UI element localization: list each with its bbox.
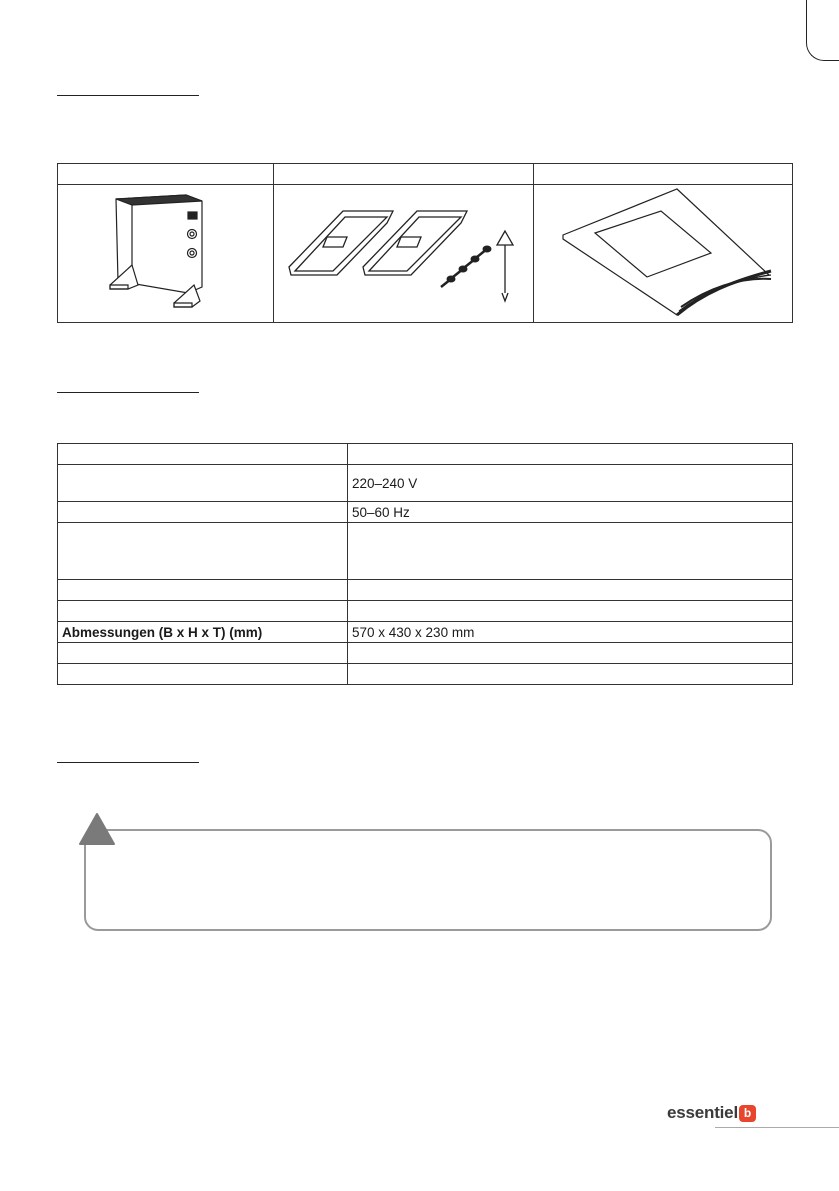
footer-rule <box>715 1127 839 1128</box>
brand-logo <box>667 1103 756 1123</box>
feet-and-screws-illustration <box>274 185 533 323</box>
spec-label <box>58 580 348 601</box>
section-heading-underline <box>57 762 199 763</box>
spec-value <box>348 643 793 664</box>
spec-value <box>348 523 793 580</box>
page-tab-marker <box>806 0 839 61</box>
spec-label <box>58 664 348 685</box>
contents-header-feet <box>274 164 533 185</box>
spec-value-frequency: 50–60 Hz <box>348 502 793 523</box>
spec-label <box>58 601 348 622</box>
user-manual-illustration <box>533 185 792 323</box>
brand-wordmark: essentiel <box>667 1103 738 1122</box>
brand-badge-icon: b <box>739 1105 756 1122</box>
spec-value <box>348 601 793 622</box>
spec-value <box>348 444 793 465</box>
spec-value <box>348 580 793 601</box>
spec-label <box>58 502 348 523</box>
warning-box <box>84 829 772 931</box>
spec-label <box>58 643 348 664</box>
spec-label-dimensions: Abmessungen (B x H x T) (mm) <box>58 622 348 643</box>
section-heading-underline <box>57 392 199 393</box>
technical-specs-table <box>57 443 793 685</box>
spec-label <box>58 523 348 580</box>
spec-value-voltage: 220–240 V <box>348 465 793 502</box>
contents-header-heater <box>58 164 274 185</box>
spec-label <box>58 465 348 502</box>
heater-illustration <box>58 185 274 323</box>
spec-value <box>348 664 793 685</box>
spec-label <box>58 444 348 465</box>
package-contents-table <box>57 163 793 323</box>
warning-triangle-icon <box>78 812 116 846</box>
contents-header-manual <box>533 164 792 185</box>
spec-value-dimensions: 570 x 430 x 230 mm <box>348 622 793 643</box>
section-heading-underline <box>57 95 199 96</box>
